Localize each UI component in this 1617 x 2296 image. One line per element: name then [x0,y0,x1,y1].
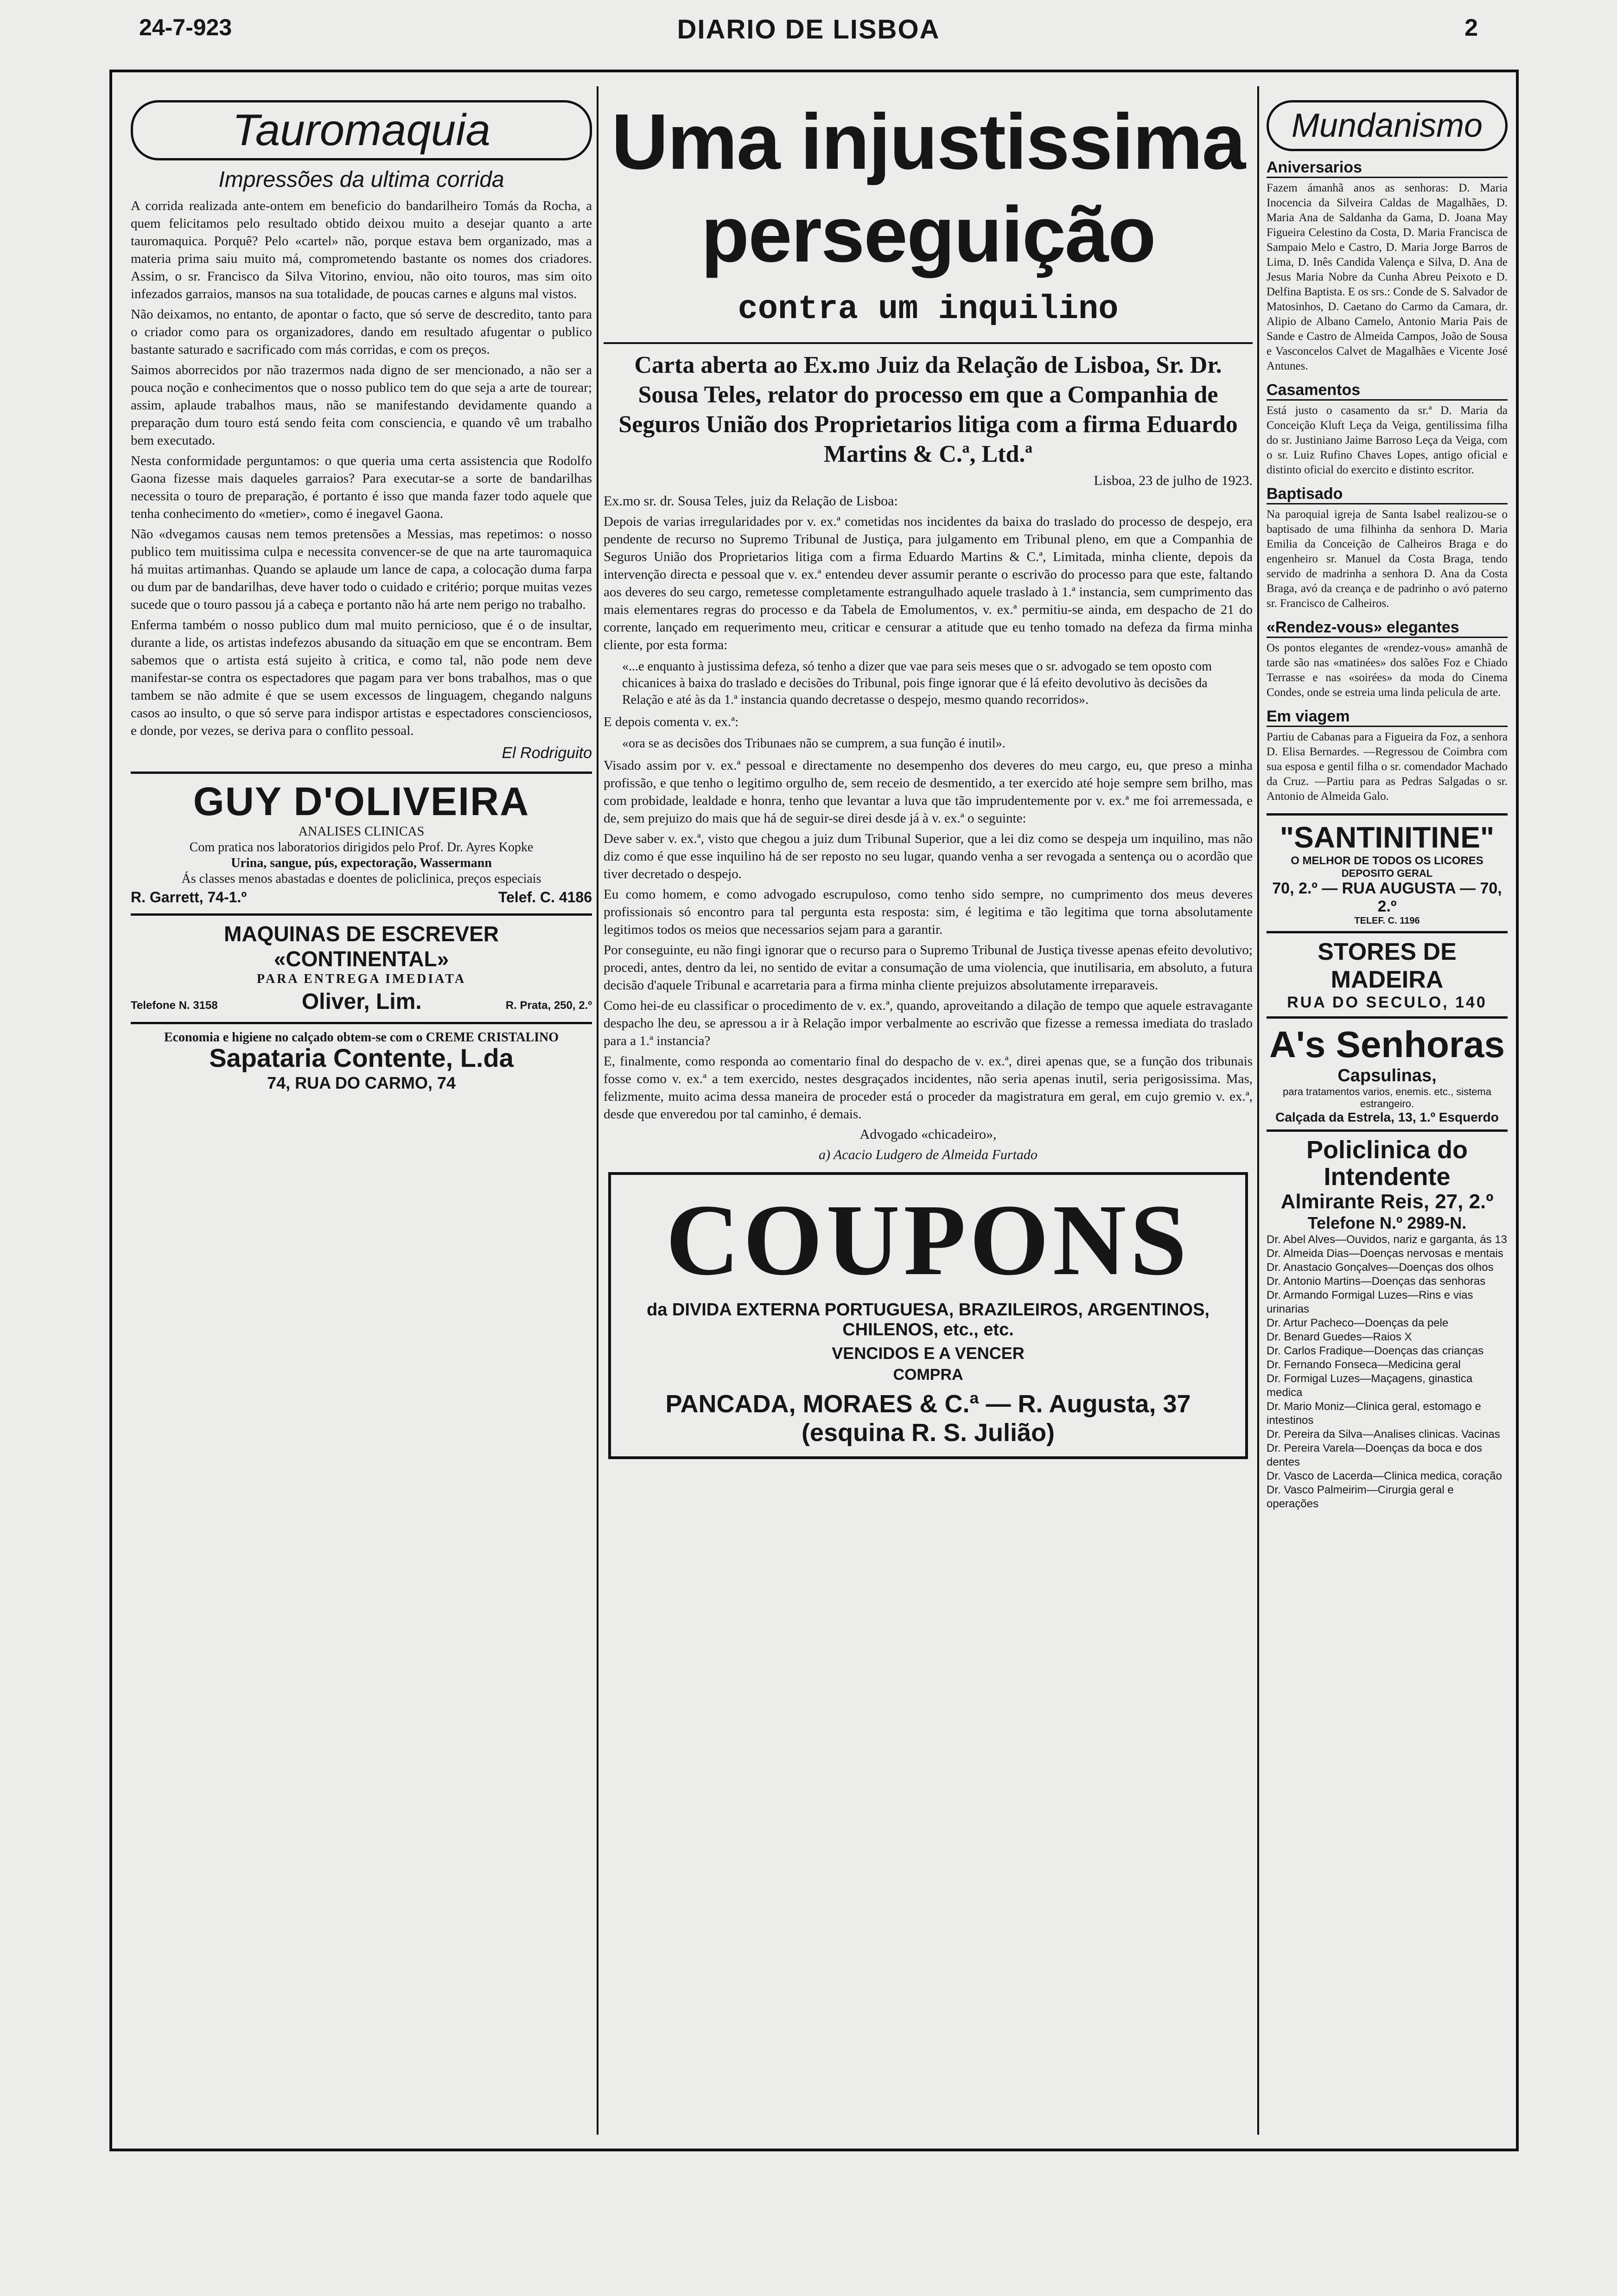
doctor-entry: Dr. Pereira Varela—Doenças da boca e dos dentes [1267,1442,1483,1468]
ad-dealer: Oliver, Lim. [301,989,422,1014]
ad-santinitine [1267,813,1508,931]
ad-title: MAQUINAS DE ESCREVER [224,922,499,946]
section-heading: «Rendez-vous» elegantes [1267,619,1508,638]
ad-title: GUY D'OLIVEIRA [193,779,530,824]
ad-phone: Telefone N. 3158 [131,999,218,1012]
ad-text: O MELHOR DE TODOS OS LICORES [1291,855,1483,867]
ad-text: COMPRA [893,1366,963,1384]
ad-title: Sapataria Contente, L.da [209,1043,514,1072]
divider [604,342,1253,344]
ad-text: Economia e higiene no calçado obtem-se com o CREME CRISTALINO [164,1030,559,1045]
ad-contact-row [131,887,592,908]
ad-text: Urina, sangue, pús, expectoração, Wassermann [231,856,492,870]
ad-title: COUPONS [666,1183,1190,1296]
ad-phone: Telef. C. 4186 [498,889,592,906]
doctor-entry: Dr. Vasco Palmeirim—Cirurgia geral e operações [1267,1484,1454,1510]
column-rule [597,86,598,2135]
ad-guy-oliveira [131,772,592,913]
ad-address: R. Garrett, 74-1.º [131,889,247,906]
paragraph: Nesta conformidade perguntamos: o que queria uma certa assistencia que Rodolfo Gaona fizesse mais daqueles garraios? Para executar-se a sorte de bandarilhas necessita o touro de preparação, é portanto é isso que manda fazer todo aquele que tenha conhecimento do «metier», como é inegavel Gaona. [131,453,592,521]
ad-text: para tratamentos varios, enemis. etc., sistema estrangeiro. [1283,1086,1491,1110]
newspaper-name: DIARIO DE LISBOA [677,14,940,45]
page-frame [109,70,1519,2151]
paragraph: E depois comenta v. ex.ª: [604,714,739,729]
paragraph: Enferma também o nosso publico dum mal muito pernicioso, que é o de insultar, durante a lide, os artistas indefezos abusando da situação em que se encontram. Bem sabemos que o artista está sujeito à critica, e como tal, não pode nem deve manifestar-se contra os espectadores que pagam para ver bons trabalhos, mas o que tambem se não admite é que se usem excessos de linguagem, chegando nalguns casos ao insulto, o que só serve para indispor artistas e espectadores conscienciosos, e donde, por vezes, se deriva para o conflito pessoal. [131,618,592,738]
paragraph: Saimos aborrecidos por não trazermos nada digno de ser mencionado, a não ser a pouca noção e conhecimentos que o nosso publico tem do que seja a arte de tourear; assim, aplaude trabalhos maus, não se manifestando devidamente quando a preparação dum touro está sendo feita com consciencia, e quando vê um trabalho bem executado. [131,363,592,448]
section-text: Fazem ámanhã anos as senhoras: D. Maria Inocencia da Silveira Caldas de Magalhães, D. Maria Ana de Saldanha da Gama, D. Joana May Figueira Celestino da Costa, D. Maria Francisca de Sampaio Melo e Castro, D. Maria Jorge Barros de Lima, D. Inês Candida Valença e Silva, D. Ana de Jesus Maria Nobre da Cunha Abreu Peixoto e D. Delfina Baptista. E os srs.: Conde de S. Salvador de Matosinhos, D. Caetano do Carmo da Camara, dr. Alipio de Albano Camelo, Antonio Maria Pais de Sande e Castro de Almeida Campos, João de Sousa e Vasconcelos Calvet de Magalhães e Vicente José Antunes. [1267,182,1508,372]
section-text: Na paroquial igreja de Santa Isabel realizou-se o baptisado de uma filhinha da senhora D. Maria Emilia da Conceição de Calheiros Braga e do engenheiro sr. Manuel da Costa Braga, tendo servido de madrinha a senhora D. Ana da Costa Braga, avó da creança e de padrinho o avó paterno sr. Francisco de Calheiros. [1267,508,1508,610]
doctor-entry: Dr. Abel Alves—Ouvidos, nariz e garganta, ás 13 [1267,1233,1507,1246]
ad-stores [1267,931,1508,1016]
ad-sapataria [131,1022,592,1101]
doctor-entry: Dr. Mario Moniz—Clinica geral, estomago e intestinos [1267,1400,1481,1427]
ad-title: A's Senhoras [1269,1024,1505,1065]
ad-text: VENCIDOS E A VENCER [832,1344,1025,1363]
page-number: 2 [1464,14,1478,41]
section-text: Os pontos elegantes de «rendez-vous» amanhã de tarde são nas «matinées» dos salões Foz e Chiado Terrasse e nas «soirées» da moda do Cinema Condes, onde se estreia uma linda pelicula de arte. [1267,642,1508,699]
section-title-tauromaquia: Tauromaquia [131,100,592,160]
ad-brand: Capsulinas, [1337,1066,1437,1085]
doctor-entry: Dr. Pereira da Silva—Analises clinicas. Vacinas [1267,1428,1500,1441]
issue-date: 24-7-923 [139,14,232,40]
right-column [1267,72,1508,2149]
paragraph: Deve saber v. ex.ª, visto que chegou a juiz dum Tribunal Superior, que a lei diz como se despeja um inquilino, mas não diz como é que esse inquilino há de ser reposto no seu lugar, quando venha a ser revogada a sentença ou o acordão que tiver decretado o despejo. [604,831,1253,881]
doctor-entry: Dr. Anastacio Gonçalves—Doenças dos olhos [1267,1261,1494,1274]
signed: a) Acacio Ludgero de Almeida Furtado [819,1147,1038,1162]
doctor-entry: Dr. Armando Formigal Luzes—Rins e vias urinarias [1267,1289,1473,1315]
section-text: Partiu de Cabanas para a Figueira da Foz, a senhora D. Elisa Bernardes. —Regressou de Coimbra com sua esposa e gentil filha o sr. comendador Machado da Cruz. —Partiu para as Pedras Salgadas o sr. Antonio de Almeida Galo. [1267,731,1508,803]
ad-title: "SANTINITINE" [1280,821,1495,854]
closing: Advogado «chicadeiro», [859,1127,997,1142]
ad-contact-row [131,987,592,1016]
ad-senhoras [1267,1016,1508,1129]
ad-address: R. Prata, 250, 2.º [505,999,592,1012]
section-title-mundanismo: Mundanismo [1267,100,1508,151]
paragraph: E, finalmente, como responda ao comentario final do despacho de v. ex.ª, direi apenas que, se a função dos tribunais fosse como v. ex.ª a tem exercido, nestes desgraçados incidentes, não seria apenas inutil, seria perigosissima. Mas, felizmente, muito acima dessa maneira de proceder está o proceder da magistratura em geral, em cujo gremio v. ex.ª, desde que enveredou por tal caminho, é demais. [604,1054,1253,1122]
ad-subtitle: ANALISES CLINICAS [298,824,425,839]
section-heading: Aniversarios [1267,159,1508,178]
ad-address: Almirante Reis, 27, 2.º [1280,1190,1494,1213]
masthead [139,14,1478,46]
doctor-entry: Dr. Artur Pacheco—Doenças da pele [1267,1317,1449,1329]
salutation: Ex.mo sr. dr. Sousa Teles, juiz da Relação de Lisboa: [604,493,898,509]
ad-text: PARA ENTREGA IMEDIATA [256,972,466,986]
doctor-entry: Dr. Vasco de Lacerda—Clinica medica, coração [1267,1470,1502,1482]
doctor-entry: Dr. Formigal Luzes—Maçagens, ginastica medica [1267,1372,1473,1399]
article-subtitle: Impressões da ultima corrida [218,167,504,192]
ad-address: RUA DO SECULO, 140 [1287,994,1487,1011]
column-rule [1257,86,1259,2135]
paragraph: Eu como homem, e como advogado escrupuloso, como tenho sido sempre, no cumprimento dos meus deveres profissionais só encontro para tal pergunta esta resposta: sim, é legitima e tão legitima que torna absolutamente legitimos todos os meios que necessarios sejam para a garantir. [604,887,1253,937]
paragraph: Depois de varias irregularidades por v. ex.ª cometidas nos incidentes da baixa do traslado do processo de despejo, era pendente de recurso no Supremo Tribunal de Justiça, para julgamento em Tribunal pleno, em que a Companhia de Seguros União dos Proprietarios litiga com a firma Eduardo Martins & C.ª, Limitada, minha cliente, depois da intervenção directa e pessoal que v. ex.ª entendeu dever assumir perante o escrivão do processo para que este, faltando aos deveres do seu cargo, remetesse completamente estrangulhado aquele traslado à 1.ª instancia, sem cumprimento das mais elementares regras do processo e da Tabela de Emolumentos, v. ex.ª permitiu-se ainda, em despacho de 21 do corrente, lançado em requerimento meu, criticar e censurar a atitude que eu tenho tomado na defeza da firma minha cliente, por esta forma: [604,514,1253,652]
subheadline: contra um inquilino [738,290,1119,328]
paragraph: Não «dvegamos causas nem temos pretensões a Messias, mas repetimos: o nosso publico tem muitissima culpa e necessita convencer-se de que na arte tauromaquica há muitas artimanhas. Quando se aplaude um lance de capa, a colocação duma farpa ou dum par de bandarilhas, deve haver todo o cuidado e critério; porque muitas vezes sucede que o touro passou já a cabeça e portanto não há arte nem perigo no trabalho. [131,527,592,612]
section-heading: Casamentos [1267,381,1508,401]
ad-title: Policlinica do Intendente [1306,1136,1468,1191]
ad-text: DEPOSITO GERAL [1341,867,1433,879]
quote: «ora se as decisões dos Tribunaes não se cumprem, a sua função é inutil». [622,736,1006,751]
dateline: Lisboa, 23 de julho de 1923. [1094,473,1253,488]
paragraph: Por conseguinte, eu não fingi ignorar que o recurso para o Supremo Tribunal de Justiça tivesse apenas efeito devolutivo; procedi, antes, dentro da lei, no sentido de evitar a consumação de uma violencia, que inutilisaria, em absoluto, a futura decisão d'aquele Tribunal e acarretaria para a firma minha cliente prejuizos absolutamente irreparaveis. [604,943,1253,993]
article-signature: El Rodriguito [502,744,592,762]
ad-brand: «CONTINENTAL» [274,947,449,971]
paragraph: Não deixamos, no entanto, de apontar o facto, que só serve de descredito, tanto para o criador como para os organizadores, dando em resultado afugentar o publico bastante saturado e sacrificado com más corridas, e com os preços. [131,307,592,357]
quote: «...e enquanto à justissima defeza, só tenho a dizer que vae para seis meses que o sr. advogado se tem oposto com chicanices à baixa do traslado e decisões do Tribunal, pois finge ignorar que é lá efeito devolutivo às decisões da Relação e até às da 1.ª instancia quando decretasse o despejo, mesmo quando recorridos». [622,659,1212,707]
doctor-entry: Dr. Antonio Martins—Doenças das senhoras [1267,1275,1486,1288]
headline: Uma injustissima perseguição [611,98,1245,279]
ad-address: PANCADA, MORAES & C.ª — R. Augusta, 37 (esquina R. S. Julião) [665,1390,1191,1447]
doctor-entry: Dr. Almeida Dias—Doenças nervosas e mentais [1267,1247,1503,1260]
ad-address: Calçada da Estrela, 13, 1.º Esquerdo [1275,1110,1499,1124]
doctor-entry: Dr. Fernando Fonseca—Medicina geral [1267,1358,1461,1371]
ad-text: da DIVIDA EXTERNA PORTUGUESA, BRAZILEIROS, ARGENTINOS, CHILENOS, etc., etc. [647,1300,1210,1339]
ad-text: Ás classes menos abastadas e doentes de policlinica, preços especiais [181,872,541,886]
deck: Carta aberta ao Ex.mo Juiz da Relação de Lisboa, Sr. Dr. Sousa Teles, relator do processo em que a Companhia de Seguros União dos Proprietarios litiga com a firma Eduardo Martins & C.ª, Ltd.ª [618,352,1238,467]
left-column [131,72,592,2149]
ad-address: 70, 2.º — RUA AUGUSTA — 70, 2.º [1272,880,1502,915]
middle-column [604,72,1253,2149]
ad-coupons [608,1172,1248,1459]
doctor-entry: Dr. Benard Guedes—Raios X [1267,1331,1412,1343]
doctor-entry: Dr. Carlos Fradique—Doenças das crianças [1267,1345,1484,1357]
section-heading: Baptisado [1267,485,1508,504]
ad-text: Com pratica nos laboratorios dirigidos pelo Prof. Dr. Ayres Kopke [189,840,534,855]
paragraph: A corrida realizada ante-ontem em beneficio do bandarilheiro Tomás da Rocha, a quem felicitamos pelo resultado obtido deixou muito a desejar quanto a arte tauromaquica. Porquê? Pelo «cartel» não, porque estava bem organizado, mas a materia prima saiu muito má, comprometendo bastante os nomes dos criadores. Assim, o sr. Francisco da Silva Vitorino, enviou, não oito touros, mas sim oito infezados garraios, mansos na sua totalidade, de poucas carnes e alguns mal vistos. [131,198,592,301]
section-heading: Em viagem [1267,708,1508,727]
ad-policlinica [1267,1129,1508,1516]
ad-address: 74, RUA DO CARMO, 74 [267,1073,456,1092]
paragraph: Visado assim por v. ex.ª pessoal e directamente no desempenho dos deveres do meu cargo, eu, que preso a minha profissão, e que tenho o legitimo orgulho de, sem receio de desmentido, a ter exercido até hoje sempre sem brilho, mas com probidade, lealdade e honra, tenho que levantar a luva que tão imprudentemente por v. ex.ª me foi arremessada, e de, sem prejuizo do mais que há de seguir-se direi desde já à v. ex.ª o seguinte: [604,758,1253,826]
section-text: Está justo o casamento da sr.ª D. Maria da Conceição Kluft Leça da Veiga, gentilissima filha do sr. Justiniano Jaime Barroso Leça da Veiga, com o sr. Luiz Rufino Chaves Lopes, antigo oficial e distinto oficial do exercito e distinto escritor. [1267,404,1508,476]
ad-phone: TELEF. C. 1196 [1354,916,1420,926]
ad-phone: Telefone N.º 2989-N. [1307,1213,1467,1232]
ad-title: STORES DE MADEIRA [1318,938,1457,993]
paragraph: Como hei-de eu classificar o procedimento de v. ex.ª, quando, aproveitando a dilação de tempo que aquele estravagante despacho lhe deu, se apressou a ir à Relação impor verbalmente ao escrivão que fizesse a remessa imediata do traslado para a 1.ª instancia? [604,998,1253,1048]
ad-maquinas [131,913,592,1022]
